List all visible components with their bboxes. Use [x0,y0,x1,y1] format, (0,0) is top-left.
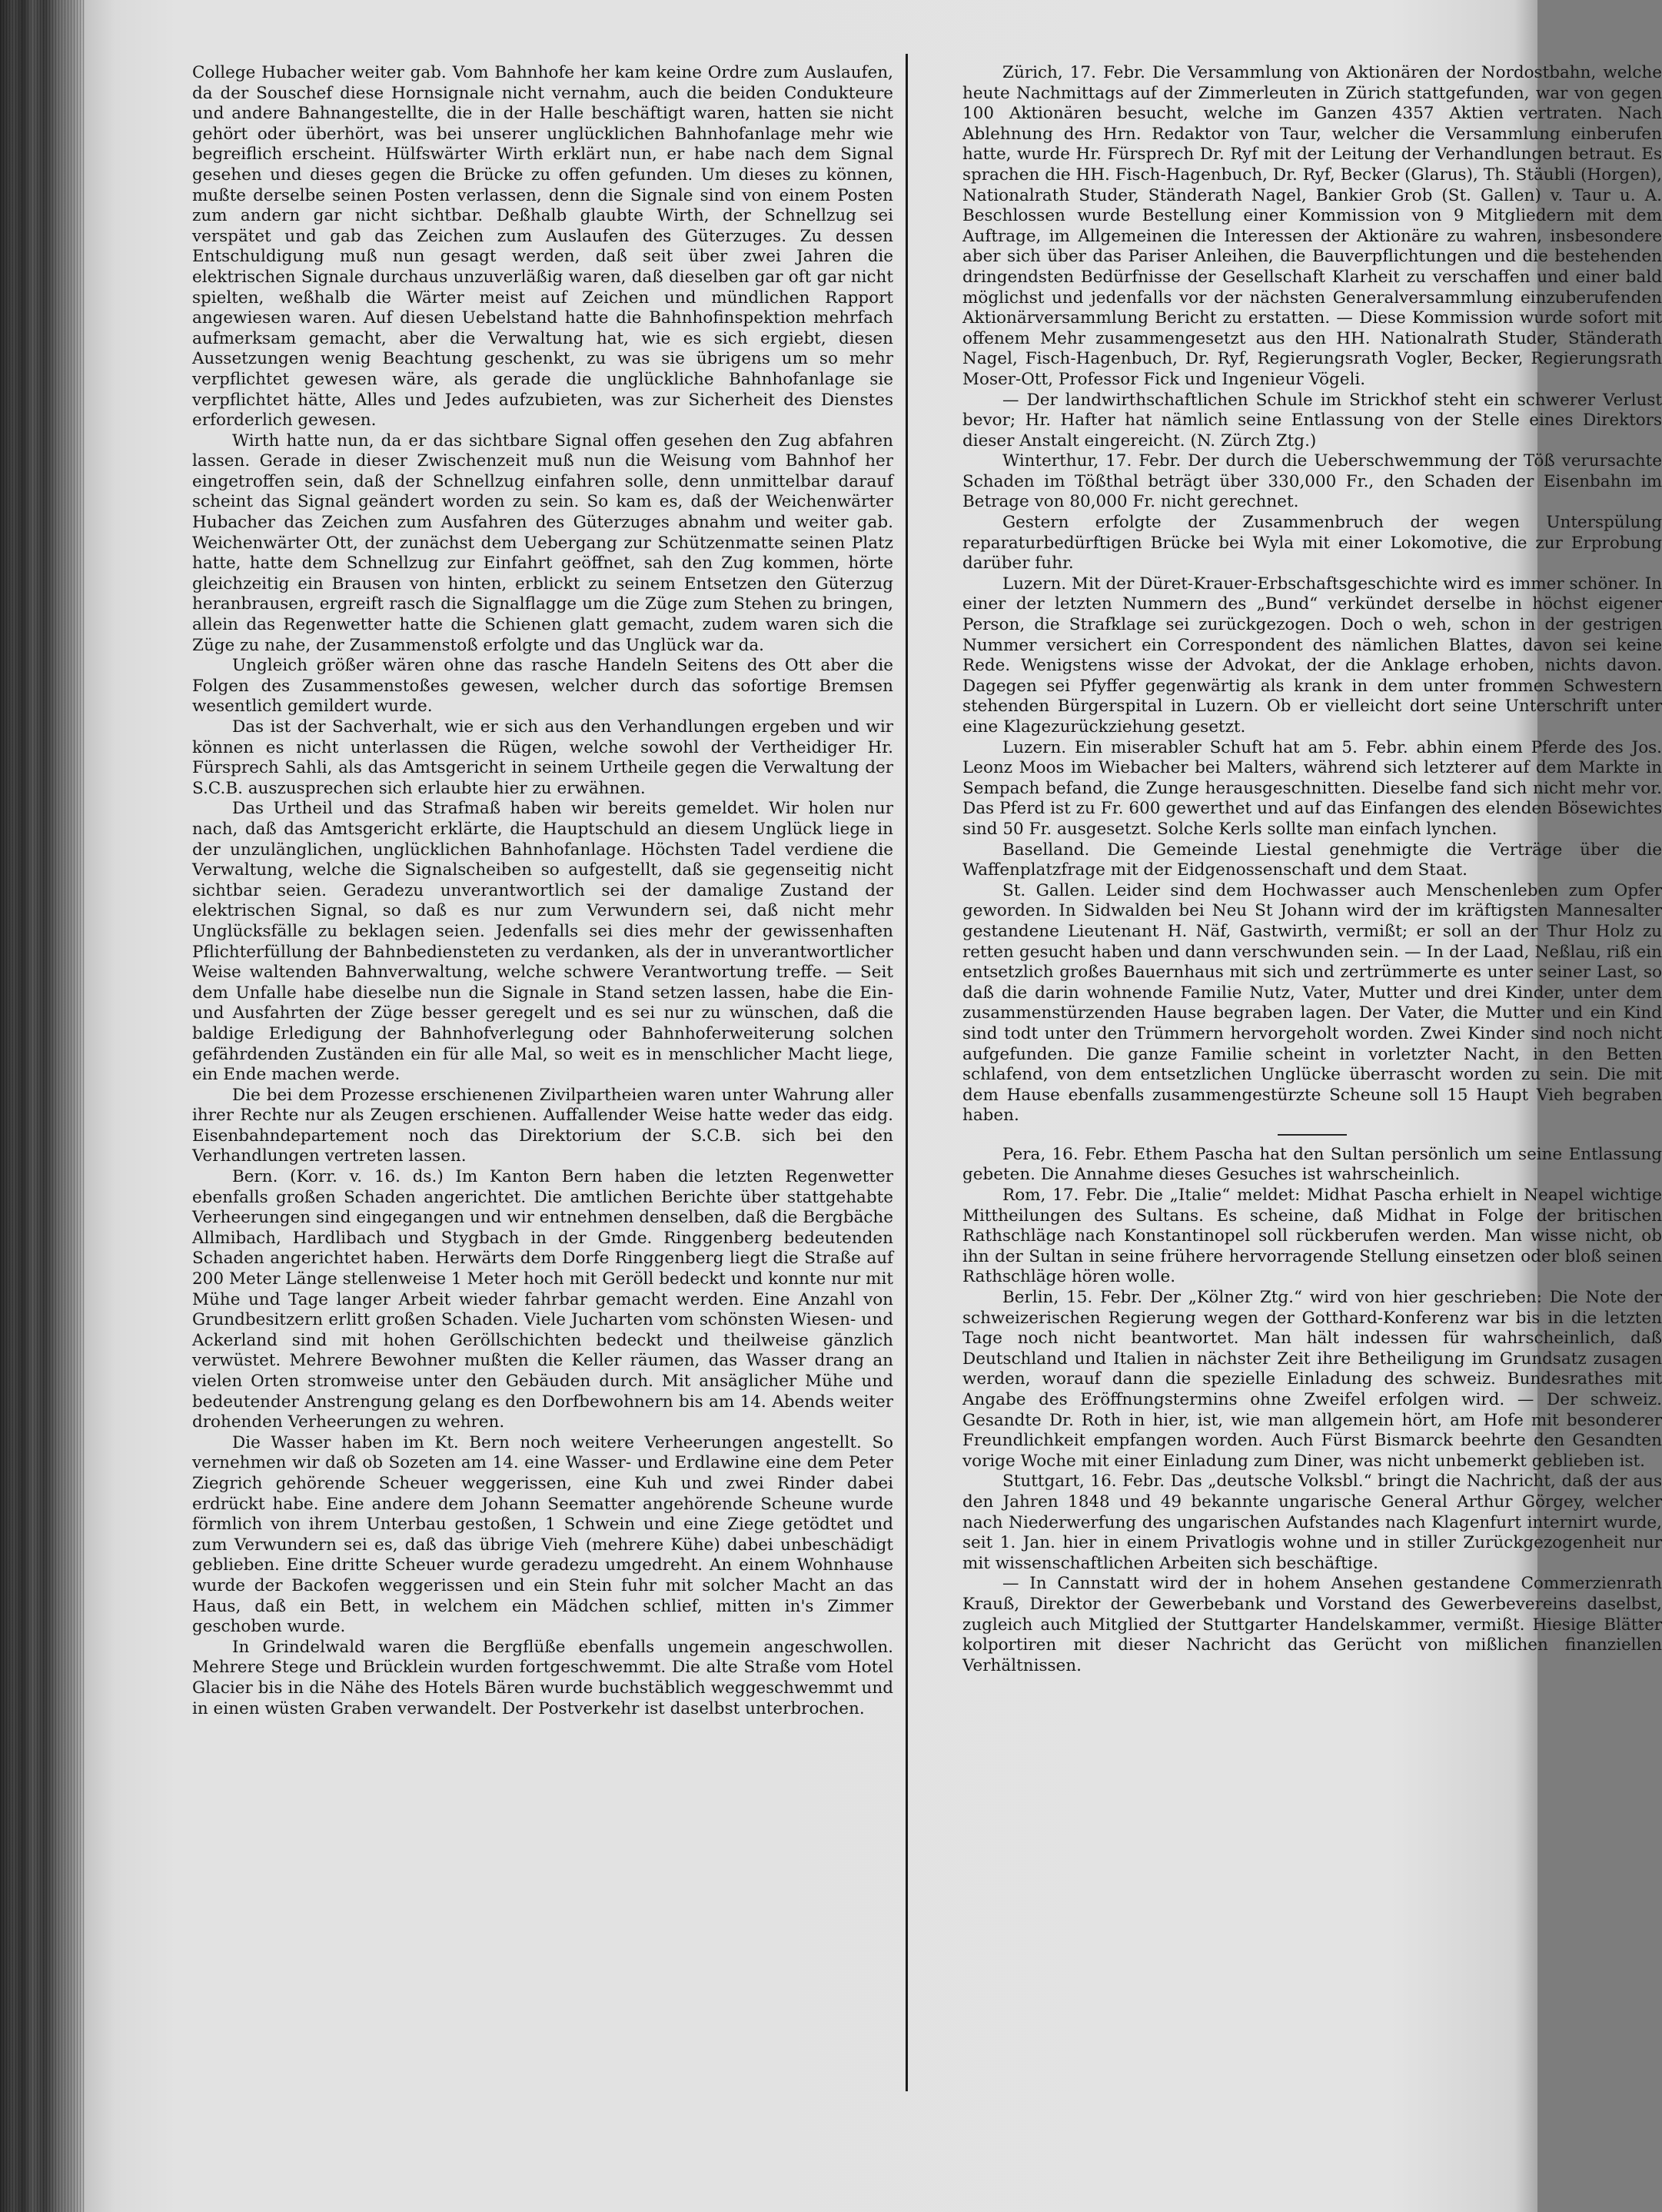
right-column [962,63,1662,1676]
news-item-bern: Bern. (Korr. v. 16. ds.) Im Kanton Bern haben die letzten Regenwetter ebenfalls großen Schaden angerichtet. Die amtlichen Berichte über stattgehabte Verheerungen sind eingegangen und wir entnehmen denselben, daß die Bergbäche Allmibach, Hardlibach und Stygbach in der Gmde. Ringgenberg bedeutenden Schaden angerichtet haben. Herwärts dem Dorfe Ringgenberg liegt die Straße auf 200 Meter Länge stellenweise 1 Meter hoch mit Geröll bedeckt und konnte nur mit Mühe und Tage langer Arbeit wieder fahrbar gemacht werden. Eine Anzahl von Grundbesitzern erlitt großen Schaden. Viele Jucharten vom schönsten Wiesen- und Ackerland sind mit hohen Geröllschichten bedeckt und theilweise gänzlich verwüstet. Mehrere Bewohner mußten die Keller räumen, das Wasser drang an vielen Orten stromweise unter den Gebäuden durch. Mit ansäglicher Mühe und bedeutender Anstrengung gelang es den Dorfbewohnern bis am 14. Abends weiter drohenden Verheerungen zu wehren. [192,1167,893,1432]
article-paragraph: Wirth hatte nun, da er das sichtbare Signal offen gesehen den Zug abfahren lassen. Gerade in dieser Zwischenzeit muß nun die Weisung vom Bahnhof her eingetroffen sein, daß der Schnellzug einfahren solle, denn unmittelbar darauf scheint das Signal geändert worden zu sein. So kam es, daß der Weichenwärter Hubacher das Zeichen zum Ausfahren des Güterzuges abnahm und weiter gab. Weichenwärter Ott, der zunächst dem Uebergang zur Schützenmatte seinen Platz hatte, hatte dem Schnellzug zur Einfahrt geöffnet, sah den Zug kommen, hörte gleichzeitig ein Brausen von hinten, erblickt zu seinem Entsetzen den Güterzug heranbrausen, ergreift rasch die Signalflagge um die Züge zum Stehen zu bringen, allein das Regenwetter hatte die Schienen glatt gemacht, zudem waren sich die Züge zu nahe, der Zusammenstoß erfolgte und das Unglück war da. [192,431,893,655]
article-paragraph: In Grindelwald waren die Bergflüße ebenfalls ungemein angeschwollen. Mehrere Stege und Brücklein wurden fortgeschwemmt. Die alte Straße vom Hotel Glacier bis in die Nähe des Hotels Bären wurde buchstäblich weggeschwemmt und in einen wüsten Graben verwandelt. Der Postverkehr ist daselbst unterbrochen. [192,1637,893,1718]
news-item-stuttgart: Stuttgart, 16. Febr. Das „deutsche Volksbl.“ bringt die Nachricht, daß der aus den Jahren 1848 und 49 bekannte ungarische General Arthur Görgey, welcher nach Niederwerfung des ungarischen Aufstandes nach Klagenfurt internirt wurde, seit 1. Jan. hier in einem Privatlogis wohne und in stiller Zurückgezogenheit nur mit wissenschaftlichen Arbeiten sich beschäftige. [962,1472,1662,1573]
news-item-baselland: Baselland. Die Gemeinde Liestal genehmigte die Verträge über die Waffenplatzfrage mit der Eidgenossenschaft und dem Staat. [962,840,1662,880]
article-paragraph: Ungleich größer wären ohne das rasche Handeln Seitens des Ott aber die Folgen des Zusammenstoßes gewesen, welcher durch das sofortige Bremsen wesentlich gemildert wurde. [192,656,893,717]
news-item-zuerich: Zürich, 17. Febr. Die Versammlung von Aktionären der Nordostbahn, welche heute Nachmittags auf der Zimmerleuten in Zürich stattgefunden, war von gegen 100 Aktionären besucht, welche im Ganzen 4357 Aktien vertraten. Nach Ablehnung des Hrn. Redaktor von Taur, welcher die Versammlung einberufen hatte, wurde Hr. Fürsprech Dr. Ryf mit der Leitung der Verhandlungen betraut. Es sprachen die HH. Fisch-Hagenbuch, Dr. Ryf, Becker (Glarus), Th. Stäubli (Horgen), Nationalrath Studer, Ständerath Nagel, Bankier Grob (St. Gallen) v. Taur u. A. Beschlossen wurde Bestellung einer Kommission von 9 Mitgliedern mit dem Auftrage, im Allgemeinen die Interessen der Aktionäre zu wahren, insbesondere aber sich über das Pariser Anleihen, die Bauverpflichtungen und die bestehenden dringendsten Bedürfnisse der Gesellschaft Klarheit zu verschaffen und einer bald möglichst und jedenfalls vor der nächsten Generalversammlung einzuberufenden Aktionärversammlung Bericht zu erstatten. — Diese Kommission wurde sofort mit offenem Mehr zusammengesetzt aus den HH. Nationalrath Studer, Ständerath Nagel, Fisch-Hagenbuch, Dr. Ryf, Regierungsrath Vogler, Becker, Regierungsrath Moser-Ott, Professor Fick und Ingenieur Vögeli. [962,63,1662,389]
news-item-berlin: Berlin, 15. Febr. Der „Kölner Ztg.“ wird von hier geschrieben: Die Note der schweizerischen Regierung wegen der Gotthard-Konferenz war bis in die letzten Tage noch nicht beantwortet. Man hält indessen für wahrscheinlich, daß Deutschland und Italien in nächster Zeit ihre Betheiligung im Grundsatz zusagen werden, worauf dann die spezielle Einladung des schweiz. Bundesrathes mit Angabe des Eröffnungstermins ohne Zweifel erfolgen wird. — Der schweiz. Gesandte Dr. Roth in hier, ist, wie man allgemein hört, am Hofe mit besonderer Freundlichkeit empfangen worden. Auch Fürst Bismarck beehrte den Gesandten vorige Woche mit einer Einladung zum Diner, was nicht unbemerkt geblieben ist. [962,1288,1662,1471]
news-item-st-gallen: St. Gallen. Leider sind dem Hochwasser auch Menschenleben zum Opfer geworden. In Sidwalden bei Neu St Johann wird der im kräftigsten Mannesalter gestandene Lieutenant H. Näf, Gastwirth, vermißt; er soll an der Thur Holz zu retten gesucht haben und dann verschwunden sein. — In der Laad, Neßlau, riß ein entsetzlich großes Bauernhaus mit sich und zertrümmerte es unter seiner Last, so daß die darin wohnende Familie Nutz, Vater, Mutter und drei Kinder, unter dem zusammenstürzenden Hause begraben lagen. Der Vater, die Mutter und ein Kind sind todt unter den Trümmern hervorgeholt worden. Zwei Kinder sind noch nicht aufgefunden. Die ganze Familie scheint in vorletzter Nacht, in den Betten schlafend, von dem entsetzlichen Unglücke überrascht worden zu sein. Die mit dem Hause ebenfalls zusammengestürzte Scheune soll 15 Haupt Vieh begraben haben. [962,880,1662,1126]
article-paragraph: — In Cannstatt wird der in hohem Ansehen gestandene Commerzienrath Krauß, Direktor der Gewerbebank und Vorstand des Gewerbevereins daselbst, zugleich auch Mitglied der Stuttgarter Handelskammer, vermißt. Hiesige Blätter kolportiren mit dieser Nachricht das Gerücht von mißlichen finanziellen Verhältnissen. [962,1574,1662,1675]
newspaper-page [85,0,1662,2212]
news-item-winterthur: Winterthur, 17. Febr. Der durch die Ueberschwemmung der Töß verursachte Schaden im Tößthal beträgt über 330,000 Fr., den Schaden der Eisenbahn im Betrage von 80,000 Fr. nicht gerechnet. [962,451,1662,512]
news-item-luzern: Luzern. Ein miserabler Schuft hat am 5. Febr. abhin einem Pferde des Jos. Leonz Moos im Wiebacher bei Malters, während sich letzterer auf dem Markte in Sempach befand, die Zunge herausgeschnitten. Dieselbe fand sich nicht mehr vor. Das Pferd ist zu Fr. 600 gewerthet und auf das Einfangen des elenden Bösewichtes sind 50 Fr. ausgesetzt. Solche Kerls sollte man einfach lynchen. [962,737,1662,839]
news-item-rom: Rom, 17. Febr. Die „Italie“ meldet: Midhat Pascha erhielt in Neapel wichtige Mittheilungen des Sultans. Es scheine, daß Midhat in Folge der britischen Rathschläge nach Konstantinopel soll rückberufen werden. Man wisse nicht, ob ihn der Sultan in seine frühere hervorragende Stellung einsetzen oder bloß seinen Rathschläge hören wolle. [962,1186,1662,1287]
article-paragraph: Gestern erfolgte der Zusammenbruch der wegen Unterspülung reparaturbedürftigen Brücke bei Wyla mit einer Lokomotive, die zur Erprobung darüber fuhr. [962,513,1662,574]
column-divider [906,54,908,2091]
article-paragraph: College Hubacher weiter gab. Vom Bahnhofe her kam keine Ordre zum Auslaufen, da der Souschef diese Hornsignale nicht vernahm, auch die beiden Condukteure und andere Bahnangestellte, die in der Halle beschäftigt waren, hatten sie nicht gehört oder überhört, was bei unserer unglücklichen Bahnhofanlage mehr wie begreiflich erscheint. Hülfswärter Wirth erklärt nun, er habe nach dem Signal gesehen und dieses gegen die Brücke zu offen gefunden. Um dieses zu können, mußte derselbe seinen Posten verlassen, denn die Signale sind von einem Posten zum andern gar nicht sichtbar. Deßhalb glaubte Wirth, der Schnellzug sei verspätet und gab das Zeichen zum Auslaufen des Güterzuges. Zu dessen Entschuldigung muß nun gesagt werden, daß seit über zwei Jahren die elektrischen Signale durchaus unzuverläßig waren, daß dieselben gar oft gar nicht spielten, weßhalb die Wärter meist auf Zeichen und mündlichen Rapport angewiesen waren. Auf diesen Uebelstand hatte die Bahnhofinspektion mehrfach aufmerksam gemacht, aber die Verwaltung hat, wie es sich ergiebt, diesen Aussetzungen wenig Beachtung geschenkt, zu was sie übrigens um so mehr verpflichtet gewesen wäre, als gerade die unglückliche Bahnhofanlage sie verpflichtet hätte, Alles und Jedes aufzubieten, was zur Sicherheit des Dienstes erforderlich gewesen. [192,63,893,431]
news-item-luzern: Luzern. Mit der Düret-Krauer-Erbschaftsgeschichte wird es immer schöner. In einer der letzten Nummern des „Bund“ verkündet derselbe in höchst eigener Person, die Strafklage sei zurückgezogen. Doch o weh, schon in der gestrigen Nummer versichert ein Correspondent des nämlichen Blattes, davon sei keine Rede. Wenigstens wisse der Advokat, der die Anklage erhoben, nichts davon. Dagegen sei Pfyffer gegenwärtig als krank in dem unter frommen Schwestern stehenden Bürgerspital in Luzern. Ob er vielleicht dort seine Unterschrift unter eine Klagezurückziehung gesetzt. [962,574,1662,737]
article-paragraph: Das Urtheil und das Strafmaß haben wir bereits gemeldet. Wir holen nur nach, daß das Amtsgericht erklärte, die Hauptschuld an diesem Unglück liege in der unzulänglichen, unglücklichen Bahnhofanlage. Höchsten Tadel verdiene die Verwaltung, welche die Signalscheiben so aufgestellt, daß sie gegenseitig nicht sichtbar seien. Geradezu unverantwortlich sei der damalige Zustand der elektrischen Signal, so daß es nur zum Verwundern sei, daß nicht mehr Unglücksfälle zu beklagen seien. Jedenfalls sei dies mehr der gewissenhaften Pflichterfüllung der Bahnbediensteten zu verdanken, als der in unverantwortlicher Weise waltenden Bahnverwaltung, welche schwere Verantwortung treffe. — Seit dem Unfalle habe dieselbe nun die Signale in Stand setzen lassen, habe die Ein- und Ausfahrten der Züge besser geregelt und es sei nur zu wünschen, daß die baldige Erledigung der Bahnhofverlegung oder Bahnhoferweiterung solchen gefährdenden Zuständen ein für alle Mal, so weit es in menschlicher Macht liege, ein Ende machen werde. [192,799,893,1085]
article-paragraph: Die bei dem Prozesse erschienenen Zivilpartheien waren unter Wahrung aller ihrer Rechte nur als Zeugen erschienen. Auffallender Weise hatte weder das eidg. Eisenbahndepartement noch das Direktorium der S.C.B. sich bei den Verhandlungen vertreten lassen. [192,1085,893,1166]
section-divider [1278,1134,1347,1136]
article-paragraph: Die Wasser haben im Kt. Bern noch weitere Verheerungen angestellt. So vernehmen wir daß ob Sozeten am 14. eine Wasser- und Erdlawine eine dem Peter Ziegrich gehörende Scheuer weggerissen, eine Kuh und zwei Rinder dabei erdrückt habe. Eine andere dem Johann Seematter angehörende Scheune wurde förmlich von ihrem Unterbau gestoßen, 1 Schwein und eine Ziege getödtet und zum Verwundern sei es, daß das übrige Vieh (mehrere Kühe) dabei unbeschädigt geblieben. Eine dritte Scheuer wurde geradezu umgedreht. An einem Wohnhause wurde der Backofen weggerissen und ein Stein fuhr mit solcher Macht an das Haus, daß ein Bett, in welchem ein Mädchen schlief, mitten in's Zimmer geschoben wurde. [192,1432,893,1637]
book-binding [0,0,85,2212]
left-column [192,63,893,1719]
article-paragraph: Das ist der Sachverhalt, wie er sich aus den Verhandlungen ergeben und wir können es nicht unterlassen die Rügen, welche sowohl der Vertheidiger Hr. Fürsprech Sahli, als das Amtsgericht in seinem Urtheile gegen die Verwaltung der S.C.B. auszusprechen sich erlaubte hier zu erwähnen. [192,717,893,798]
article-paragraph: — Der landwirthschaftlichen Schule im Strickhof steht ein schwerer Verlust bevor; Hr. Hafter hat nämlich seine Entlassung von der Stelle eines Direktors dieser Anstalt eingereicht. (N. Zürch Ztg.) [962,390,1662,451]
news-item-pera: Pera, 16. Febr. Ethem Pascha hat den Sultan persönlich um seine Entlassung gebeten. Die Annahme dieses Gesuches ist wahrscheinlich. [962,1144,1662,1185]
